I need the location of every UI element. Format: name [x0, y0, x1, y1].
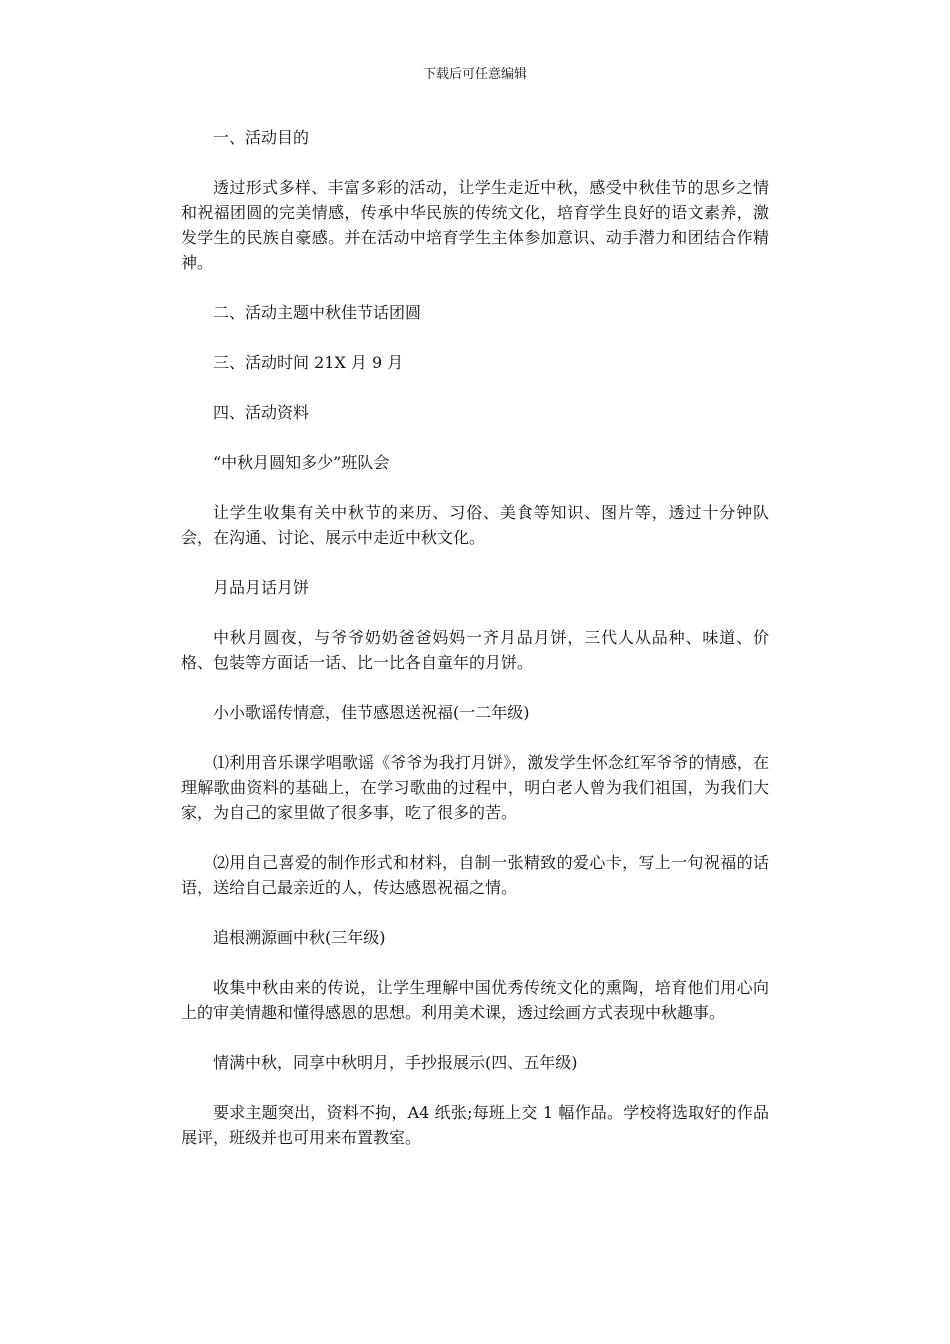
document-header-watermark: 下载后可任意编辑: [422, 67, 527, 82]
subheading-mooncake: 月品月话月饼: [213, 578, 310, 597]
section-heading-materials: 四、活动资料: [213, 403, 310, 422]
paragraph-card: ⑵用自己喜爱的制作形式和材料，自制一张精致的爱心卡，写上一句祝福的话语，送给自己最亲近的人，传达感恩祝福之情。: [181, 853, 769, 897]
section-heading-time: 三、活动时间 21X 月 9 月: [213, 353, 404, 372]
subheading-grade-4-5: 情满中秋，同享中秋明月，手抄报展示(四、五年级): [213, 1053, 578, 1072]
subheading-grade-1-2: 小小歌谣传情意，佳节感恩送祝福(一二年级): [213, 703, 530, 722]
paragraph-purpose: 透过形式多样、丰富多彩的活动，让学生走近中秋，感受中秋佳节的思乡之情和祝福团圆的完美情感，传承中华民族的传统文化，培育学生良好的语文素养，激发学生的民族自豪感。并在活动中培育学生主体参加意识、动手潜力和团结合作精神。: [181, 178, 769, 272]
paragraph-handwritten-newspaper: 要求主题突出，资料不拘，A4 纸张;每班上交 1 幅作品。学校将选取好的作品展评，班级并也可用来布置教室。: [181, 1103, 769, 1147]
paragraph-class-meeting: 让学生收集有关中秋节的来历、习俗、美食等知识、图片等，透过十分钟队会，在沟通、讨论、展示中走近中秋文化。: [181, 503, 769, 547]
paragraph-song: ⑴利用音乐课学唱歌谣《爷爷为我打月饼》，激发学生怀念红军爷爷的情感，在理解歌曲资料的基础上，在学习歌曲的过程中，明白老人曾为我们祖国，为我们大家，为自己的家里做了很多事，吃了很多的苦。: [181, 753, 769, 822]
section-heading-theme: 二、活动主题中秋佳节话团圆: [213, 303, 422, 322]
section-heading-purpose: 一、活动目的: [213, 128, 310, 147]
subheading-class-meeting: “中秋月圆知多少”班队会: [213, 453, 390, 472]
paragraph-drawing: 收集中秋由来的传说，让学生理解中国优秀传统文化的熏陶，培育他们用心向上的审美情趣和懂得感恩的思想。利用美术课，透过绘画方式表现中秋趣事。: [181, 978, 769, 1022]
subheading-grade-3: 追根溯源画中秋(三年级): [213, 928, 386, 947]
paragraph-mooncake: 中秋月圆夜，与爷爷奶奶爸爸妈妈一齐月品月饼，三代人从品种、味道、价格、包装等方面话一话、比一比各自童年的月饼。: [181, 628, 769, 672]
document-body: [181, 125, 769, 1150]
